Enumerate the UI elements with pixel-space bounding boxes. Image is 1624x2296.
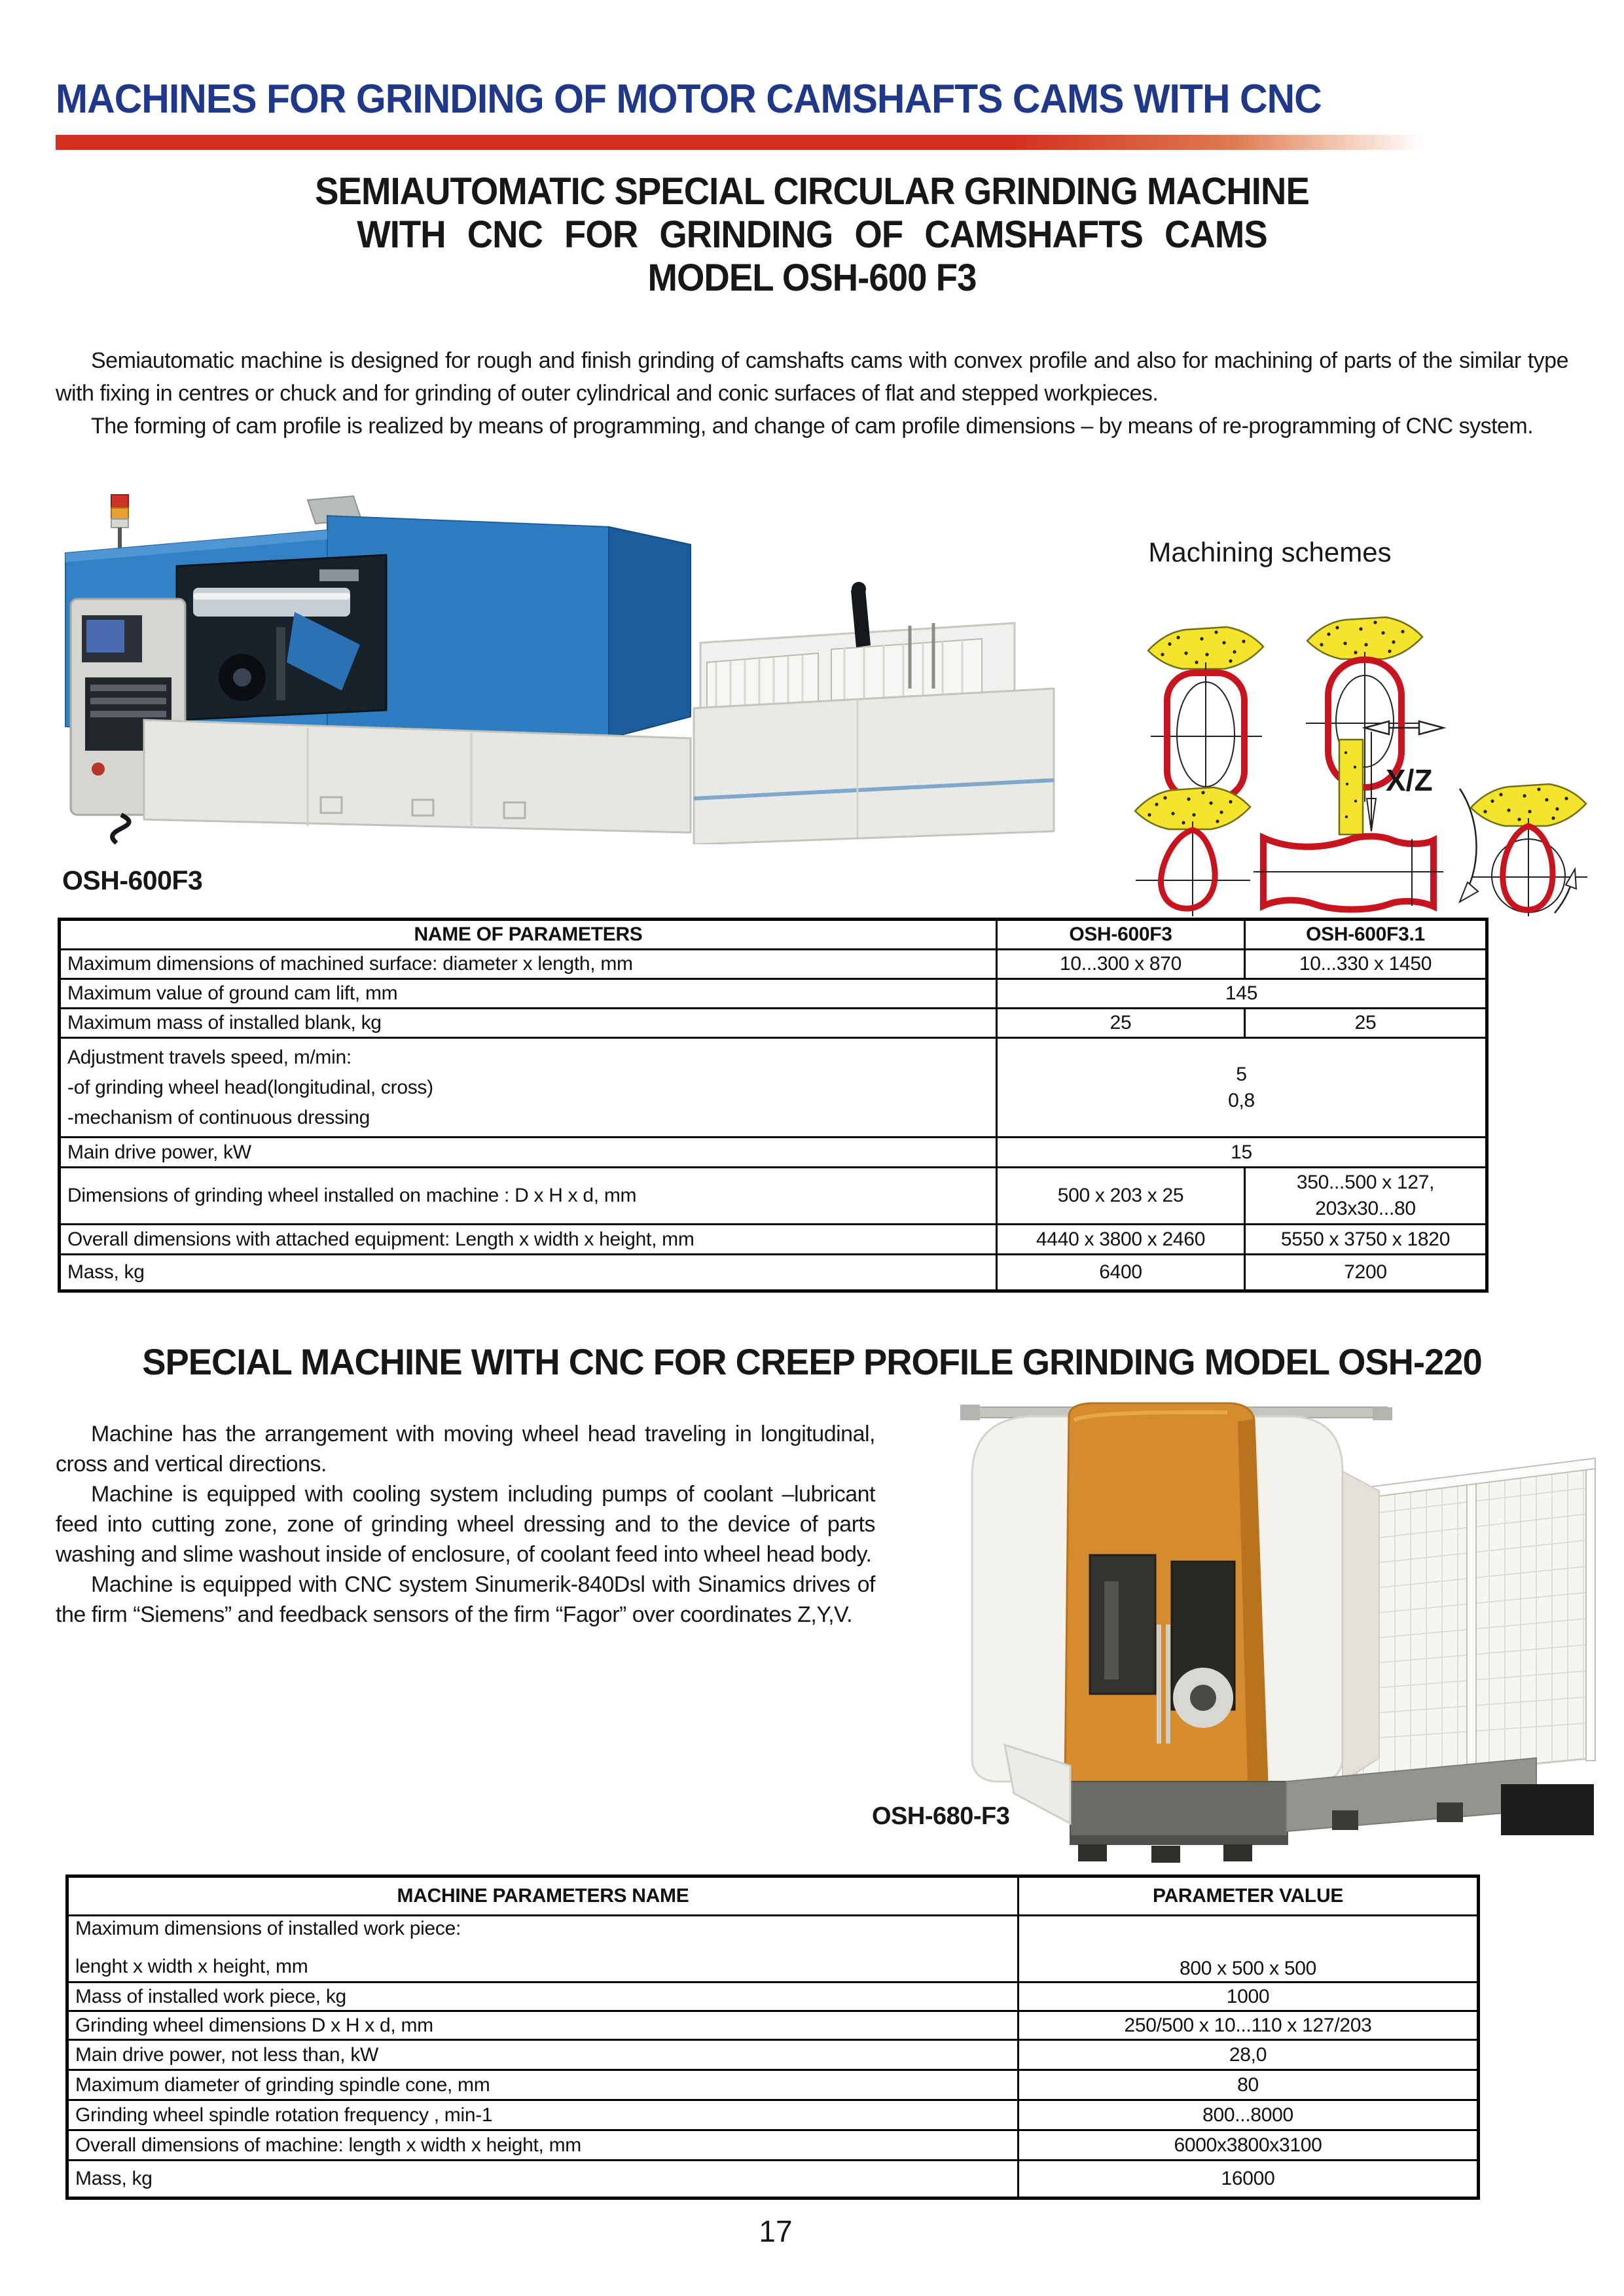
- section2-paragraph: Machine is equipped with cooling system including pumps of coolant –lubricant feed into cutting zone, zone of grinding wheel dressing and to the device of parts washing and slime washout inside of enclosure, of coolant feed into wheel head body.: [56, 1482, 875, 1567]
- osh220-spec-table: [65, 1874, 1480, 2200]
- param-value-cell: 80: [1019, 2070, 1479, 2100]
- param-name-cell: Grinding wheel dimensions D x H x d, mm: [67, 2011, 1019, 2040]
- scheme-cam-pear-left: [1135, 787, 1250, 916]
- table-row: [60, 1168, 1487, 1225]
- param-value-cell: 16000: [1019, 2161, 1479, 2198]
- machine-front-doors: [1065, 1403, 1267, 1782]
- table-row: [67, 2161, 1479, 2198]
- param-name-cell: Dimensions of grinding wheel installed on machine : D x H x d, mm: [60, 1168, 997, 1225]
- param-value-cell: 1000: [1019, 1982, 1479, 2011]
- xz-axis-label: X/Z: [1386, 763, 1433, 797]
- param-name-cell: Maximum mass of installed blank, kg: [60, 1009, 997, 1038]
- param-value-cell: 250/500 x 10...110 x 127/203: [1019, 2011, 1479, 2040]
- table-row: [60, 950, 1487, 979]
- param-name-cell: Main drive power, kW: [60, 1138, 997, 1168]
- section1-title: [101, 170, 1523, 300]
- param-value-cell: 350...500 x 127, 203x30...80: [1245, 1168, 1487, 1225]
- param-value-cell: 25: [1245, 1009, 1487, 1038]
- machine-label-osh600: OSH-600F3: [62, 865, 203, 895]
- param-name-cell: Main drive power, not less than, kW: [67, 2040, 1019, 2070]
- machining-schemes-figure: [1067, 524, 1610, 916]
- param-value-cell: 6000x3800x3100: [1019, 2130, 1479, 2161]
- header-divider-bar: [56, 135, 1424, 150]
- scheme-cam-rect: [1148, 627, 1263, 815]
- section2-title: SPECIAL MACHINE WITH CNC FOR CREEP PROFILE GRINDING MODEL OSH-220: [142, 1341, 1482, 1382]
- param-name-cell: Maximum dimensions of machined surface: diameter x length, mm: [60, 950, 997, 979]
- scheme-cylinder: [1254, 721, 1478, 910]
- param-name-cell: Mass, kg: [60, 1255, 997, 1291]
- param-value-cell: 5 0,8: [997, 1038, 1487, 1138]
- page-header-title: MACHINES FOR GRINDING OF MOTOR CAMSHAFTS CAMS WITH CNC: [56, 77, 1322, 122]
- table-row: [60, 1038, 1487, 1138]
- machine-label-osh680: OSH-680-F3: [872, 1803, 1010, 1830]
- column-header: OSH-600F3.1: [1245, 920, 1487, 950]
- table-header-row: [67, 1876, 1479, 1916]
- signal-lamp-icon: [111, 495, 128, 551]
- column-header: OSH-600F3: [997, 920, 1245, 950]
- param-name-cell: Maximum dimensions of installed work piece: lenght x width x height, mm: [67, 1916, 1019, 1982]
- column-header: PARAMETER VALUE: [1019, 1876, 1479, 1916]
- param-value-cell: 28,0: [1019, 2040, 1479, 2070]
- param-value-cell: 145: [997, 979, 1487, 1009]
- param-name-cell: Maximum value of ground cam lift, mm: [60, 979, 997, 1009]
- machine-photo-osh600: [46, 491, 1060, 844]
- table-row: [67, 1982, 1479, 2011]
- column-header: MACHINE PARAMETERS NAME: [67, 1876, 1019, 1916]
- param-name-cell: Mass, kg: [67, 2161, 1019, 2198]
- section1-title-line3: MODEL OSH-600 F3: [647, 257, 977, 299]
- param-value-cell: 7200: [1245, 1255, 1487, 1291]
- section2-description: [56, 1419, 875, 1630]
- section1-description: [56, 344, 1568, 442]
- table-row: [60, 1138, 1487, 1168]
- param-value-cell: 5550 x 3750 x 1820: [1245, 1225, 1487, 1255]
- table-row: [67, 2100, 1479, 2130]
- param-value-cell: 800 x 500 x 500: [1019, 1916, 1479, 1982]
- param-value-cell: 4440 x 3800 x 2460: [997, 1225, 1245, 1255]
- machine-photo-osh680: [874, 1391, 1610, 1865]
- param-name-cell: Mass of installed work piece, kg: [67, 1982, 1019, 2011]
- table-row: [67, 1916, 1479, 1982]
- page-number: 17: [759, 2214, 793, 2248]
- param-name-cell: Overall dimensions of machine: length x width x height, mm: [67, 2130, 1019, 2161]
- table-row: [67, 2040, 1479, 2070]
- table-row: [67, 2011, 1479, 2040]
- table-header-row: [60, 920, 1487, 950]
- schemes-title: Machining schemes: [1148, 537, 1392, 567]
- param-value-cell: 25: [997, 1009, 1245, 1038]
- table-row: [67, 2130, 1479, 2161]
- param-name-cell: Grinding wheel spindle rotation frequency , min-1: [67, 2100, 1019, 2130]
- param-value-cell: 6400: [997, 1255, 1245, 1291]
- table-row: [60, 1255, 1487, 1291]
- table-row: [67, 2070, 1479, 2100]
- param-value-cell: 10...330 x 1450: [1245, 950, 1487, 979]
- section1-title-line1: SEMIAUTOMATIC SPECIAL CIRCULAR GRINDING MACHINE: [315, 170, 1309, 213]
- safety-fence: [1348, 1458, 1595, 1783]
- section2-paragraph: Machine has the arrangement with moving wheel head traveling in longitudinal, cross and vertical directions.: [56, 1422, 875, 1477]
- param-name-cell: Overall dimensions with attached equipment: Length x width x height, mm: [60, 1225, 997, 1255]
- param-value-cell: 800...8000: [1019, 2100, 1479, 2130]
- column-header: NAME OF PARAMETERS: [60, 920, 997, 950]
- table-row: [60, 1009, 1487, 1038]
- section2-paragraph: Machine is equipped with CNC system Sinumerik-840Dsl with Sinamics drives of the firm “Siemens” and feedback sensors of the firm “Fagor” over coordinates Z,Y,V.: [56, 1572, 875, 1627]
- section1-paragraph: Semiautomatic machine is designed for rough and finish grinding of camshafts cams with convex profile and also for machining of parts of the similar type with fixing in centres or chuck and for grinding of outer cylindrical and conic surfaces of flat and stepped workpieces.: [56, 348, 1568, 406]
- param-value-cell: 15: [997, 1138, 1487, 1168]
- param-name-cell: Maximum diameter of grinding spindle cone, mm: [67, 2070, 1019, 2100]
- param-value-cell: 10...300 x 870: [997, 950, 1245, 979]
- attached-equipment: [694, 582, 1054, 844]
- scheme-cam-pear-right: [1471, 784, 1587, 916]
- table-row: [60, 1225, 1487, 1255]
- param-name-cell: Adjustment travels speed, m/min: -of grinding wheel head(longitudinal, cross) -mechanism of continuous dressing: [60, 1038, 997, 1138]
- section1-paragraph: The forming of cam profile is realized by means of programming, and change of cam profile dimensions – by means of re-programming of CNC system.: [91, 414, 1534, 439]
- osh600-spec-table: [58, 918, 1489, 1293]
- param-value-cell: 500 x 203 x 25: [997, 1168, 1245, 1225]
- section1-title-line2: WITH CNC FOR GRINDING OF CAMSHAFTS CAMS: [357, 213, 1267, 256]
- table-row: [60, 979, 1487, 1009]
